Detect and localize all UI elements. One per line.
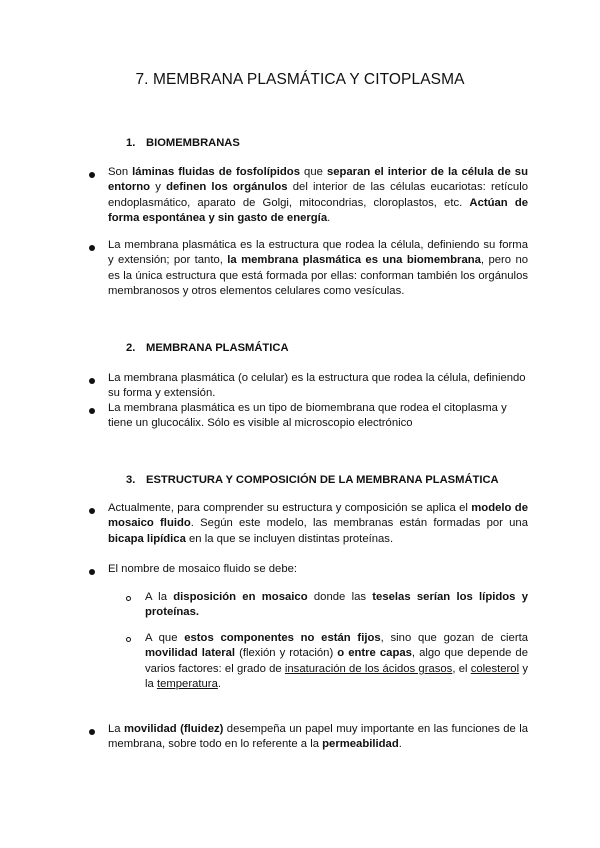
bold-text-run: movilidad (fluidez)	[123, 723, 224, 735]
text-run: (flexión y rotación)	[235, 647, 338, 660]
text-run: , el	[452, 662, 471, 675]
section-number: 3.	[126, 474, 136, 486]
bold-text-run: definen los orgánulos	[166, 181, 288, 194]
text-run: .	[398, 738, 402, 751]
paragraph-s3-b1	[108, 501, 528, 547]
bullet-icon	[89, 172, 95, 178]
bold-text-run: la membrana plasmática es una biomembrana	[227, 254, 481, 267]
text-run: . Según este modelo, las membranas están formadas por una	[190, 517, 528, 530]
bullet-icon	[89, 408, 95, 414]
text-run: que	[299, 166, 327, 178]
bold-text-run: o entre capas	[337, 647, 412, 660]
underlined-text-run: temperatura	[156, 678, 218, 691]
bold-text-run: Actúan de forma espontánea y sin gasto de energía	[108, 196, 529, 225]
text-run: , pero no es la única estructura que está formada por ellas: conforman también los orgánulos membranosos y otros elementos celulares como vesículas.	[108, 254, 529, 298]
text-run: y la	[145, 662, 528, 691]
bullet-icon	[89, 245, 95, 251]
bullet-icon	[89, 378, 95, 384]
bold-text-run: movilidad lateral	[145, 647, 236, 660]
section-heading-biomembranas	[126, 137, 240, 149]
paragraph-s3-b2: El nombre de mosaico fluido se debe:	[108, 563, 298, 575]
text-run: La	[108, 723, 124, 735]
text-run: y	[150, 181, 167, 194]
section-title: MEMBRANA PLASMÁTICA	[146, 342, 289, 354]
page-title: 7. MEMBRANA PLASMÁTICA Y CITOPLASMA	[135, 71, 465, 88]
text-run: La membrana plasmática es la estructura que rodea la célula, definiendo su forma y extensión; por tanto,	[108, 239, 528, 267]
bold-text-run: modelo de mosaico fluido	[108, 502, 528, 530]
text-run: A que	[145, 632, 185, 644]
sub-bullet-icon	[126, 637, 131, 642]
text-run: , sino que gozan de cierta	[380, 632, 528, 644]
text-run: desempeña un papel muy importante en las funciones de la membrana, sobre todo en lo referente a la	[108, 723, 528, 751]
bullet-icon	[89, 508, 95, 514]
underlined-text-run: colesterol	[470, 662, 520, 675]
text-run: Son	[108, 166, 133, 178]
text-run: , algo que depende de varios factores: el grado de	[145, 647, 528, 675]
bullet-icon	[89, 729, 95, 735]
text-run: A la	[145, 591, 174, 603]
section-title: ESTRUCTURA Y COMPOSICIÓN DE LA MEMBRANA PLASMÁTICA	[146, 474, 499, 486]
section-heading-estructura	[126, 474, 499, 486]
bold-text-run: láminas fluidas de fosfolípidos	[132, 166, 300, 178]
text-run: donde las	[307, 591, 373, 603]
paragraph-s1-b2	[108, 238, 528, 300]
bold-text-run: permeabilidad	[322, 738, 399, 751]
section-number: 1.	[126, 137, 136, 149]
paragraph-s3-sub1	[145, 590, 528, 621]
section-title: BIOMEMBRANAS	[146, 137, 240, 149]
paragraph-s1-b1	[108, 165, 528, 227]
paragraph-s3-sub2	[145, 631, 528, 693]
text-run: del interior de las células eucariotas: retículo endoplasmático, aparato de Golgi, mitocondrias, cloroplastos, etc.	[108, 181, 528, 209]
bold-text-run: bicapa lipídica	[108, 532, 186, 545]
bullet-icon	[89, 569, 95, 575]
paragraph-s2-b2: La membrana plasmática es un tipo de biomembrana que rodea el citoplasma y tiene un glucocálix. Sólo es visible al microscopio electrónico	[108, 402, 507, 430]
bold-text-run: disposición en mosaico	[173, 591, 308, 603]
bold-text-run: teselas serían los lípidos y proteínas.	[145, 591, 529, 619]
bold-text-run: separan el interior de la célula de su entorno	[108, 166, 528, 194]
paragraph-s2-b1: La membrana plasmática (o celular) es la estructura que rodea la célula, definiendo su forma y extensión.	[108, 372, 526, 400]
paragraph-s3-b3	[108, 722, 528, 753]
section-number: 2.	[126, 342, 136, 354]
section-heading-membrana-plasmatica	[126, 342, 289, 354]
sub-bullet-icon	[126, 596, 131, 601]
underlined-text-run: insaturación de los ácidos grasos	[284, 662, 453, 675]
text-run: .	[217, 678, 221, 691]
text-run: Actualmente, para comprender su estructura y composición se aplica el	[108, 502, 472, 514]
text-run: en la que se incluyen distintas proteínas.	[185, 532, 394, 545]
bold-text-run: estos componentes no están fijos	[184, 632, 381, 644]
text-run: .	[327, 212, 331, 225]
